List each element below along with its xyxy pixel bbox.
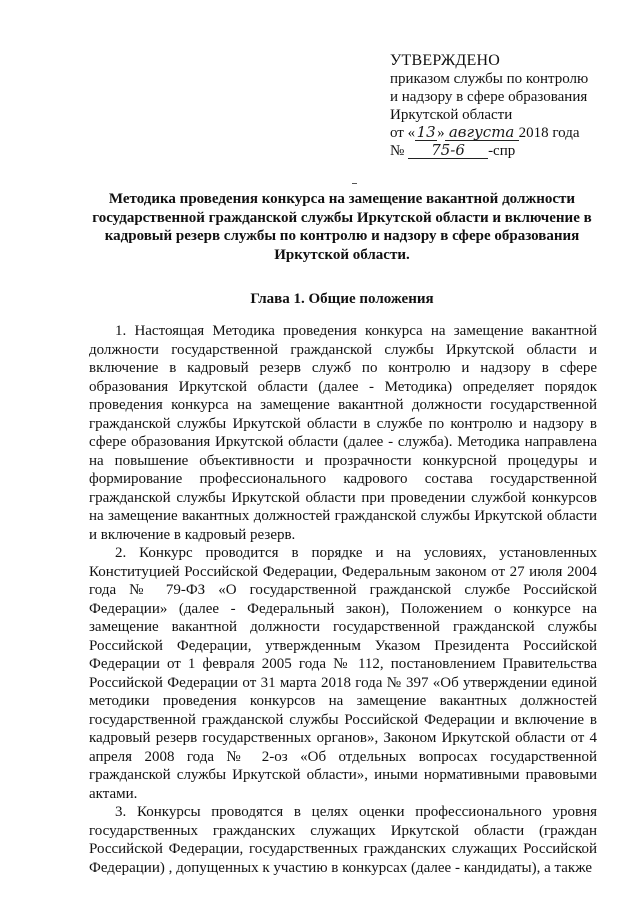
document-body bbox=[89, 322, 597, 877]
chapter-title: Глава 1. Общие положения bbox=[250, 291, 434, 307]
paragraph-2: 2. Конкурс проводится в порядке и на условиях, установленных Конституцией Российской Федерации, Федеральным законом от 27 июля 2004 года № 79-ФЗ «О государственной гражданской службе Российской Федерации» (далее - Федеральный закон), Положением о конкурсе на замещение вакантной должности государственной гражданской службы Российской Федерации, утвержденным Указом Президента Российской Федерации от 1 февраля 2005 года № 112, постановлением Правительства Российской Федерации от 31 марта 2018 года № 397 «Об утверждении единой методики проведения конкурсов на замещение вакантных должностей государственной гражданской службы Российской Федерации и включение в кадровый резерв государственных органов», Законом Иркутской области от 4 апреля 2008 года № 2-оз «Об отдельных вопросах государственной гражданской службы Иркутской области», иными нормативными правовыми актами. bbox=[89, 545, 597, 802]
number-suffix: -спр bbox=[488, 143, 516, 159]
approval-date bbox=[390, 124, 630, 142]
date-prefix: от « bbox=[390, 125, 416, 141]
number-value: 75-6 bbox=[408, 142, 488, 159]
approval-block bbox=[390, 52, 630, 160]
approval-line-1: приказом службы по контролю bbox=[390, 71, 589, 87]
approval-number bbox=[390, 142, 630, 160]
date-mid: » bbox=[437, 125, 445, 141]
stray-mark bbox=[352, 183, 357, 184]
paragraph-3: 3. Конкурсы проводятся в целях оценки профессионального уровня государственных гражданских служащих Иркутской области (граждан Российской Федерации, государственных гражданских служащих Российской Федерации) , допущенных к участию в конкурсах (далее - кандидаты), а также bbox=[89, 804, 597, 876]
approval-heading: УТВЕРЖДЕНО bbox=[390, 52, 501, 69]
date-month: августа bbox=[445, 124, 519, 141]
date-day: 13 bbox=[416, 123, 436, 141]
date-suffix: 2018 года bbox=[518, 125, 580, 141]
number-prefix: № bbox=[390, 143, 405, 159]
paragraph-1: 1. Настоящая Методика проведения конкурса на замещение вакантной должности государственной гражданской службы Иркутской области и включение в кадровый резерв служб по контролю и надзору в сфере образования Иркутской области (далее - Методика) определяет порядок проведения конкурса на замещение вакантной должности государственной гражданской службы Иркутской области в службе по контролю и надзору в сфере образования Иркутской области (далее - служба). Методика направлена на повышение объективности и прозрачности конкурсной процедуры и формирование профессионального кадрового состава государственной гражданской службы Иркутской области при проведении службой конкурсов на замещение вакантных должностей гражданской службы Иркутской области и включение в кадровый резерв. bbox=[89, 323, 597, 543]
approval-line-3: Иркутской области bbox=[390, 107, 513, 123]
document-title: Методика проведения конкурса на замещение вакантной должности государственной гражданской службы Иркутской области и включение в кадровый резерв службы по контролю и надзору в сфере образования Иркутской области. bbox=[92, 191, 592, 263]
approval-line-2: и надзору в сфере образования bbox=[390, 89, 588, 105]
